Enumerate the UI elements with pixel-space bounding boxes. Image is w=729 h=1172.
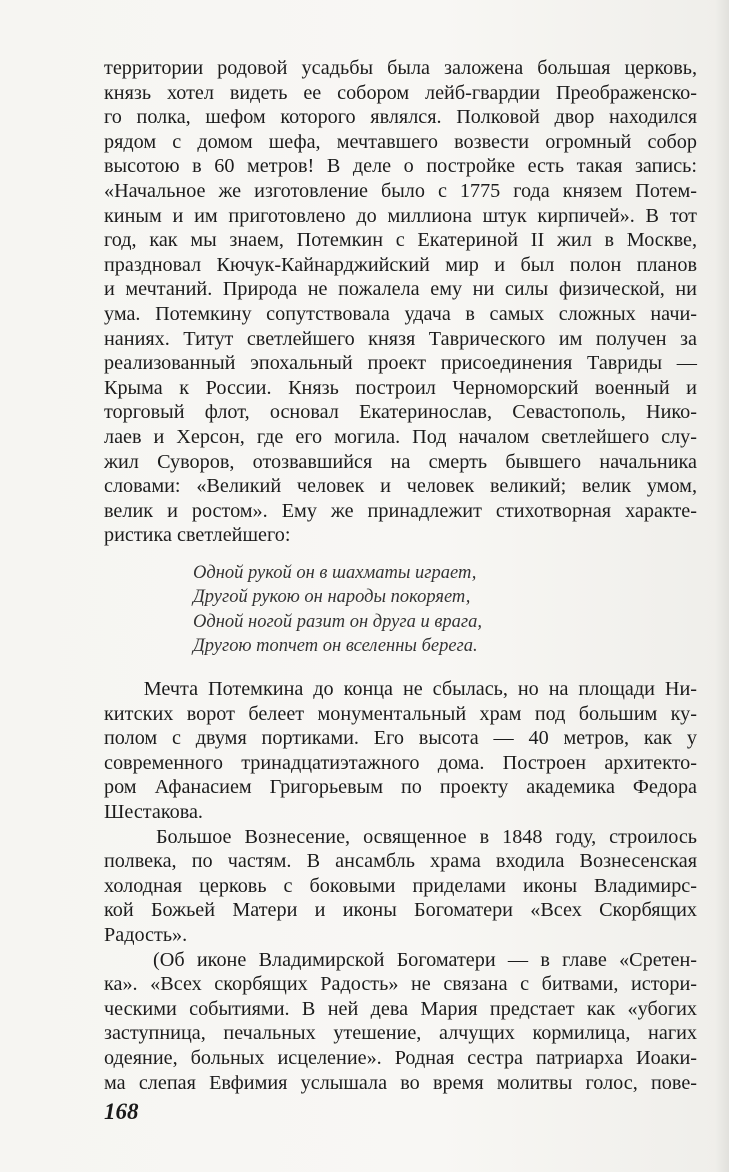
text-line: полом с двумя портиками. Его высота — 40 метров, как у [104,727,697,750]
text-line: словами: «Великий человек и человек великий; велик умом, [104,475,697,498]
paragraph-block-2 [104,677,697,1095]
text-line: одеяние, больных исцеление». Родная сестра патриарха Иоаки- [104,1046,697,1069]
text-line: наниях. Титут светлейшего князя Таврического им получен за [104,327,697,350]
text-line: полвека, по частям. В ансамбль храма входила Вознесенская [104,850,697,873]
poem-line: Другой рукою он народы покоряет, [193,587,471,608]
text-line: Большое Вознесение, освященное в 1848 году, строилось [104,825,697,848]
text-line: ума. Потемкину сопутствовала удача в самых сложных начи- [104,302,697,325]
text-line: и мечтаний. Природа не пожалела ему ни силы физической, ни [104,278,697,301]
text-line: заступница, печальных утешение, алчущих кормилица, нагих [104,1022,697,1045]
text-line: Шестакова. [104,800,203,823]
text-line: велик и ростом». Ему же принадлежит стихотворная характе- [104,499,697,522]
text-line: ма слепая Евфимия услышала во время молитвы голос, пове- [104,1071,697,1094]
poem-quote [193,561,482,659]
text-line: реализованный эпохальный проект присоединения Тавриды — [104,352,697,375]
text-line: год, как мы знаем, Потемкин с Екатериной II жил в Москве, [104,229,697,252]
text-line: Крыма к России. Князь построил Черноморский военный и [104,376,697,399]
text-line: праздновал Кючук-Кайнарджийский мир и был полон планов [104,253,697,276]
text-line: Радость». [104,923,188,946]
poem-line: Одной ногой разит он друга и врага, [193,611,482,632]
text-line: (Об иконе Владимирской Богоматери — в главе «Сретен- [104,948,697,971]
text-line: ческими событиями. В ней дева Мария предстает как «убогих [104,997,697,1020]
page-edge-shadow [715,0,729,1172]
text-line: лаев и Херсон, где его могила. Под началом светлейшего слу- [104,425,697,448]
text-line: го полка, шефом которого являлся. Полковой двор находился [104,106,697,129]
paragraph-block-1 [104,56,697,548]
poem-line: Одной рукой он в шахматы играет, [193,563,477,583]
text-line: холодная церковь с боковыми приделами иконы Владимирс- [104,874,697,897]
text-line: торговый флот, основал Екатеринослав, Севастополь, Нико- [104,401,697,424]
text-line: высотою в 60 метров! В деле о постройке есть такая запись: [104,155,697,178]
text-line: «Начальное же изготовление было с 1775 года князем Потем- [104,179,697,202]
page-number: 168 [104,1099,139,1124]
text-line: китских ворот белеет монументальный храм под большим ку- [104,702,697,725]
text-line: Мечта Потемкина до конца не сбылась, но на площади Ни- [104,678,697,700]
poem-line: Другою топчет он вселенны берега. [193,636,478,657]
text-line: князь хотел видеть ее собором лейб-гвардии Преображенско- [104,81,697,104]
text-line: ром Афанасием Григорьевым по проекту академика Федора [104,776,697,799]
text-line: ка». «Всех скорбящих Радость» не связана с битвами, истори- [104,973,697,996]
text-line: киным и им приготовлено до миллиона штук кирпичей». В тот [104,204,697,227]
text-line: кой Божьей Матери и иконы Богоматери «Всех Скорбящих [104,899,697,922]
text-line: рядом с домом шефа, мечтавшего возвести огромный собор [104,130,697,153]
text-line: жил Суворов, отозвавшийся на смерть бывшего начальника [104,450,697,473]
text-line: территории родовой усадьбы была заложена большая церковь, [104,57,697,79]
text-line: ристика светлейшего: [104,524,291,547]
text-line: современного тринадцатиэтажного дома. Построен архитекто- [104,751,697,774]
